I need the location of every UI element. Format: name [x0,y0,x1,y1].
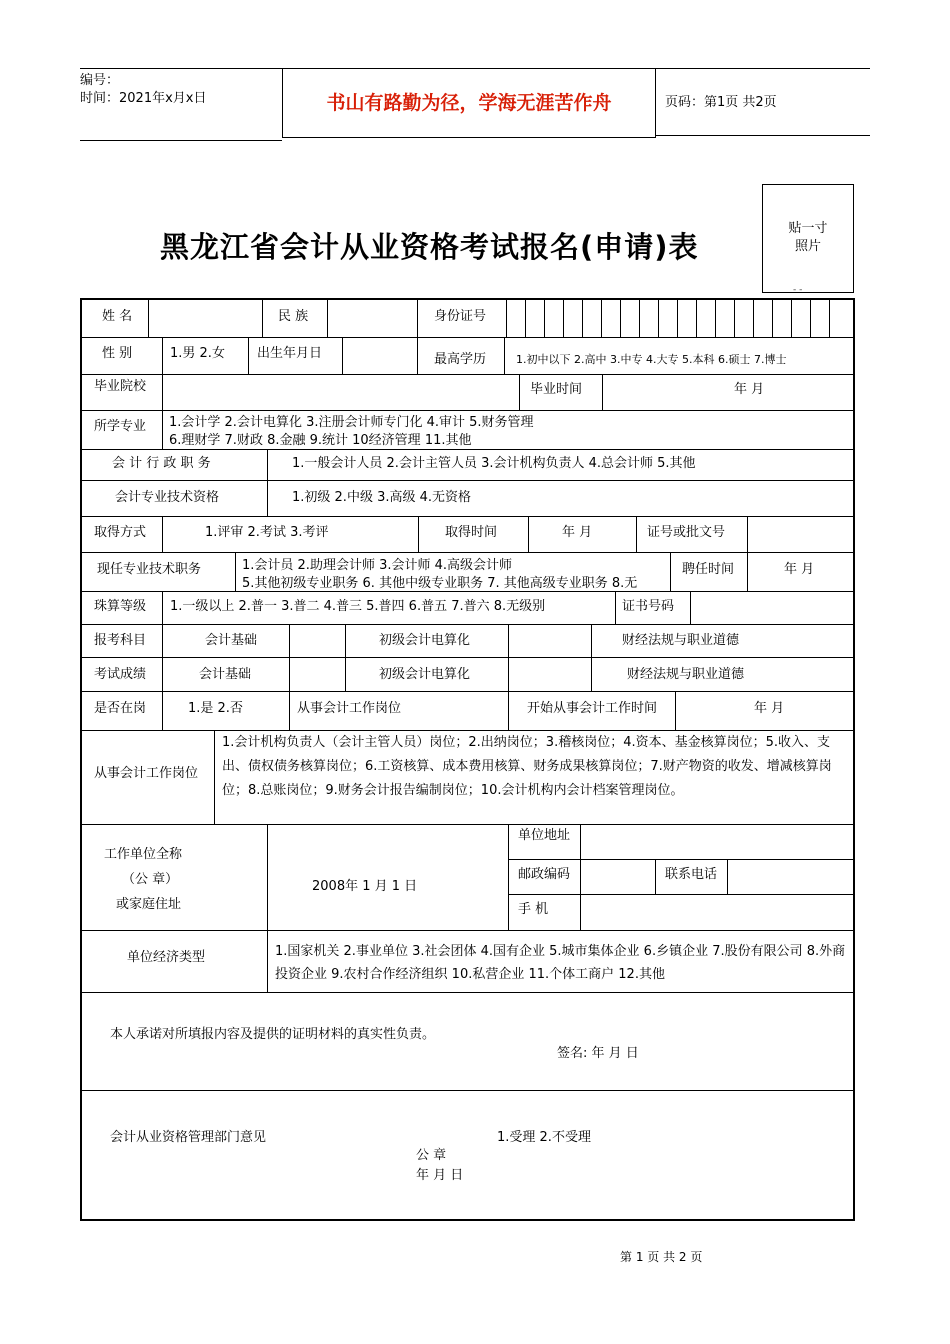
result-1: 会计基础 [199,667,252,682]
label-economy-type: 单位经济类型 [127,950,206,965]
seal-date: 年 月 日 [416,1168,464,1183]
post-list[interactable]: 1.会计机构负责人（会计主管人员）岗位；2.出纳岗位；3.稽核岗位；4.资本、基金核算岗位；5.收入、支出、债权债务核算岗位；6.工资核算、成本费用核算、财务成果核算岗位；7.财产物资的收发、增减核算岗位；8.总账岗位；9.财务会计报告编制岗位；10.会计机构内会计档案管理岗位。 [222,735,832,798]
major-options-2[interactable]: 6.理财学 7.财政 8.金融 9.统计 10经济管理 11.其他 [169,433,472,448]
on-duty-options[interactable]: 1.是 2.否 [188,701,243,716]
label-start-time: 开始从事会计工作时间 [527,701,658,716]
photo-box[interactable] [762,184,854,293]
major-options-1[interactable]: 1.会计学 2.会计电算化 3.注册会计师专门化 4.审计 5.财务管理 [169,415,534,430]
label-id-number: 身份证号 [434,309,487,324]
label-dept-opinion: 会计从业资格管理部门意见 [110,1130,267,1145]
education-options[interactable]: 1.初中以下 2.高中 3.中专 4.大专 5.本科 6.硕士 7.博士 [516,353,787,366]
label-major: 所学专业 [94,419,147,434]
abacus-options[interactable]: 1.一级以上 2.普一 3.普二 4.普三 5.普四 6.普五 7.普六 8.无级别 [170,599,546,614]
pledge-text: 本人承诺对所填报内容及提供的证明材料的真实性负责。 [110,1027,436,1042]
signature-line[interactable]: 签名: 年 月 日 [557,1046,639,1061]
subject-3: 财经法规与职业道德 [622,633,740,648]
label-contact-phone: 联系电话 [665,867,718,882]
label-accounting-post: 从事会计工作岗位 [297,701,402,716]
header-page-info: 页码：第1页 共2页 [655,68,870,136]
label-tech-qual: 会计专业技术资格 [115,490,220,505]
label-obtain-time: 取得时间 [445,525,498,540]
label-current-post: 现任专业技术职务 [97,562,202,577]
photo-label-1: 贴一寸 [788,221,828,236]
label-abacus: 珠算等级 [94,599,147,614]
label-postcode: 邮政编码 [518,867,571,882]
employer-line-2: （公 章） [122,872,179,887]
photo-label-2: 照片 [794,239,821,254]
economy-options[interactable]: 1.国家机关 2.事业单位 3.社会团体 4.国有企业 5.城市集体企业 6.乡镇企业 7.股份有限公司 8.外商投资企业 9.农村合作经济组织 10.私营企业 11.个体工商户 12.其他 [275,944,846,982]
label-on-duty: 是否在岗 [94,701,147,716]
label-gender: 性 别 [102,346,133,361]
date-2008: 2008年 1 月 1 日 [312,879,418,894]
start-year-month: 年 月 [754,701,785,716]
tech-options[interactable]: 1.初级 2.中级 3.高级 4.无资格 [292,490,472,505]
grad-year-month: 年 月 [734,382,765,397]
post-options-1[interactable]: 1.会计员 2.助理会计师 3.会计师 4.高级会计师 [242,558,513,573]
label-education: 最高学历 [434,352,487,367]
label-birth-date: 出生年月日 [257,346,323,361]
subject-2: 初级会计电算化 [379,633,471,648]
number-label: 编号： [80,73,120,88]
hire-year-month: 年 月 [784,562,815,577]
seal-label: 公 章 [416,1148,447,1163]
label-obtain-method: 取得方式 [94,525,147,540]
obtain-year-month: 年 月 [562,525,593,540]
label-mobile: 手 机 [518,902,549,917]
employer-line-1: 工作单位全称 [104,847,183,862]
label-name: 姓 名 [102,309,133,324]
gender-options[interactable]: 1.男 2.女 [170,346,225,361]
label-grad-time: 毕业时间 [530,382,583,397]
result-2: 初级会计电算化 [379,667,471,682]
label-unit-address: 单位地址 [518,828,571,843]
result-3: 财经法规与职业道德 [627,667,745,682]
footer-page: 第 1 页 共 2 页 [620,1250,703,1264]
accept-options[interactable]: 1.受理 2.不受理 [497,1130,591,1145]
label-cert-number: 证书号码 [622,599,675,614]
time-label: 时间：2021年x月x日 [80,91,207,106]
label-exam-subject: 报考科目 [94,633,147,648]
label-ethnicity: 民 族 [278,309,309,324]
photo-dots: - - [793,285,803,295]
subject-1: 会计基础 [205,633,258,648]
label-exam-result: 考试成绩 [94,667,147,682]
header-left [80,68,282,141]
label-cert-no: 证号或批文号 [647,525,726,540]
form-title: 黑龙江省会计从业资格考试报名(申请)表 [160,230,699,264]
label-school: 毕业院校 [94,379,147,394]
label-hire-time: 聘任时间 [682,562,735,577]
obtain-options[interactable]: 1.评审 2.考试 3.考评 [205,525,329,540]
registration-form [80,298,855,1221]
label-admin-post: 会 计 行 政 职 务 [112,456,211,471]
label-post-list: 从事会计工作岗位 [94,766,199,781]
post-options-2[interactable]: 5.其他初级专业职务 6. 其他中级专业职务 7. 其他高级专业职务 8.无 [242,576,638,591]
header-motto: 书山有路勤为径，学海无涯苦作舟 [282,68,656,138]
employer-line-3: 或家庭住址 [116,897,182,912]
admin-options[interactable]: 1.一般会计人员 2.会计主管人员 3.会计机构负责人 4.总会计师 5.其他 [292,456,696,471]
